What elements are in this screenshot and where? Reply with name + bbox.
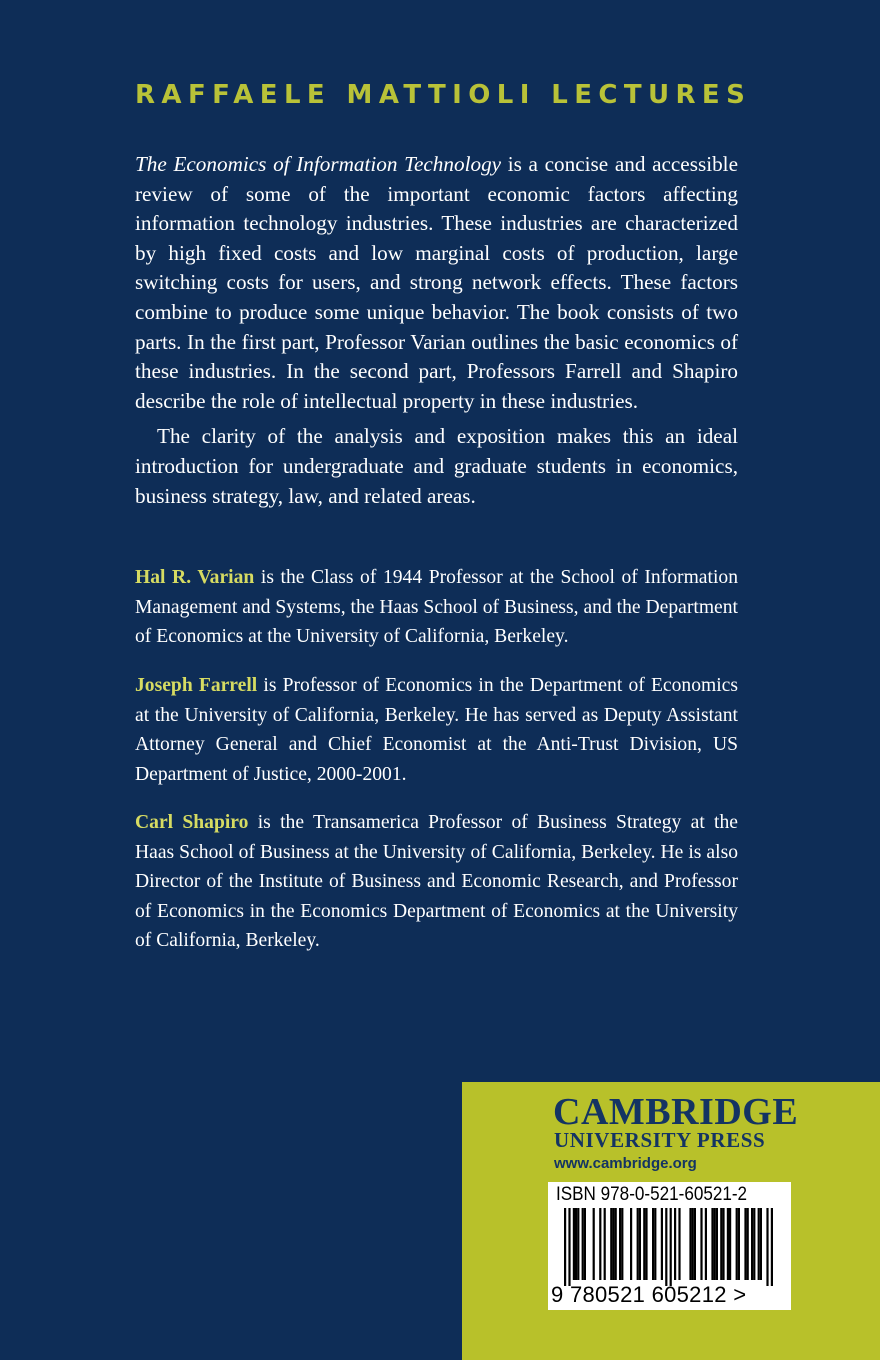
- barcode-bar: [760, 1208, 762, 1280]
- barcode-bar: [610, 1208, 612, 1280]
- barcode-bar: [700, 1208, 702, 1280]
- book-description: [135, 150, 738, 511]
- barcode-bar: [652, 1208, 654, 1280]
- barcode-bar: [692, 1208, 694, 1280]
- barcode-bar: [714, 1208, 716, 1280]
- barcode-bar: [619, 1208, 621, 1280]
- barcode-bar: [674, 1208, 676, 1280]
- barcode-bar: [584, 1208, 586, 1280]
- barcode-bar: [694, 1208, 696, 1280]
- author-bio-text: is the Transamerica Professor of Business Strategy at the Haas School of Business at the University of California, Berkeley. He is also Director of the Institute of Business and Economic Research, and Professor of Economics in the Economics Department of Economics at the University of California, Berkeley.: [135, 812, 738, 951]
- author-name: Joseph Farrell: [135, 675, 258, 696]
- barcode-bar: [766, 1208, 768, 1286]
- barcode-bar: [722, 1208, 724, 1280]
- barcode-bar: [678, 1208, 680, 1280]
- author-bio-varian: [135, 563, 738, 652]
- author-bio-text: is Professor of Economics in the Department of Economics at the University of California, Berkeley. He has served as Deputy Assistant Attorney General and Chief Economist at the Anti-Trust Division, US Department of Justice, 2000-2001.: [135, 675, 739, 785]
- publisher-subtitle: UNIVERSITY PRESS: [554, 1128, 766, 1152]
- barcode-bar: [621, 1208, 623, 1280]
- description-paragraph-1-text: is a concise and accessible review of some of the important economic factors affecting information technology industries. These industries are characterized by high fixed costs and low marginal costs of production, large switching costs for users, and strong network effects. These factors combine to produce some unique behavior. The book consists of two parts. In the first part, Professor Varian outlines the basic economics of these industries. In the second part, Professors Farrell and Shapiro describe the role of intellectual property in these industries.: [135, 152, 738, 413]
- book-title: The Economics of Information Technology: [135, 152, 502, 176]
- barcode-bar: [612, 1208, 614, 1280]
- barcode-bar: [736, 1208, 738, 1280]
- barcode-bar: [665, 1208, 667, 1286]
- barcode-bar: [577, 1208, 579, 1280]
- author-bio-farrell: [135, 671, 738, 789]
- description-paragraph-1: [135, 150, 738, 416]
- barcode-bar: [564, 1208, 566, 1286]
- barcode-bar: [582, 1208, 584, 1280]
- publisher-panel: [462, 1082, 880, 1360]
- barcode-bar: [753, 1208, 755, 1280]
- barcode-bar: [615, 1208, 617, 1280]
- barcode-bar: [711, 1208, 713, 1280]
- barcode-bar: [637, 1208, 639, 1280]
- barcode-bar: [720, 1208, 722, 1280]
- author-bio-shapiro: [135, 808, 738, 956]
- barcode-bar: [654, 1208, 656, 1280]
- barcode-bar: [604, 1208, 606, 1280]
- barcode-bar: [751, 1208, 753, 1280]
- barcode-bar: [661, 1208, 663, 1280]
- barcode-bar: [593, 1208, 595, 1280]
- barcode-bar: [747, 1208, 749, 1280]
- barcode-bar: [670, 1208, 672, 1286]
- barcode-bar: [573, 1208, 575, 1280]
- isbn-label: ISBN 978-0-521-60521-2: [556, 1184, 748, 1205]
- publisher-url: www.cambridge.org: [554, 1155, 697, 1172]
- barcode-bar: [643, 1208, 645, 1280]
- barcode-bar: [744, 1208, 746, 1280]
- author-name: Hal R. Varian: [135, 567, 255, 588]
- barcode-bar: [771, 1208, 773, 1286]
- barcode-bar: [705, 1208, 707, 1280]
- publisher-name: CAMBRIDGE: [553, 1091, 799, 1133]
- series-title: RAFFAELE MATTIOLI LECTURES: [135, 80, 752, 110]
- barcode-bar: [729, 1208, 731, 1280]
- barcode-bar: [738, 1208, 740, 1280]
- barcode-bar: [568, 1208, 570, 1286]
- barcode-bar: [727, 1208, 729, 1280]
- barcode-bar: [758, 1208, 760, 1280]
- author-bio-text: is the Class of 1944 Professor at the School of Information Management and Systems, the Haas School of Business, and the Department of Economics at the University of California, Berkeley.: [135, 567, 738, 647]
- barcode-bar: [575, 1208, 577, 1280]
- description-paragraph-2: The clarity of the analysis and exposition makes this an ideal introduction for undergraduate and graduate students in economics, business strategy, law, and related areas.: [135, 424, 738, 508]
- author-name: Carl Shapiro: [135, 812, 249, 833]
- barcode-bar: [645, 1208, 647, 1280]
- barcode-bar: [639, 1208, 641, 1280]
- barcode-bar: [716, 1208, 718, 1280]
- barcode-digits: 9 780521 605212 >: [551, 1282, 747, 1307]
- isbn-barcode: [548, 1182, 791, 1310]
- barcode-bar: [630, 1208, 632, 1280]
- barcode-bar: [689, 1208, 691, 1280]
- barcode-bar: [599, 1208, 601, 1280]
